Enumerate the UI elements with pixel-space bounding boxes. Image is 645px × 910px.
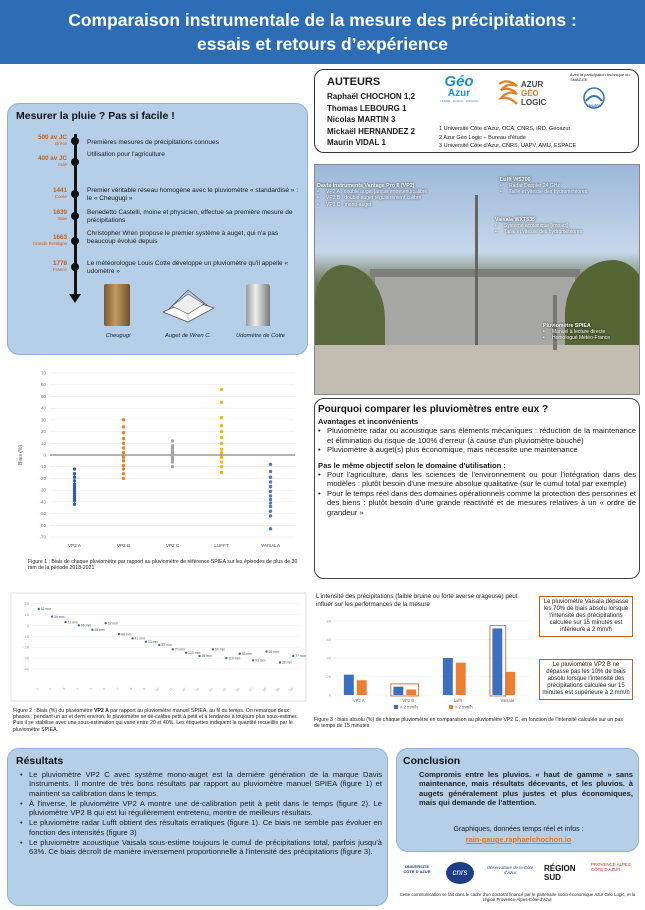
y-tick-label: -50 bbox=[39, 511, 46, 517]
data-point bbox=[225, 657, 227, 659]
author-name: Mickaël HERNANDEZ 2 bbox=[327, 126, 416, 136]
spiea-line: • Homologué Météo-France bbox=[543, 335, 639, 341]
legend-swatch bbox=[449, 705, 453, 709]
figure2-caption bbox=[13, 708, 305, 733]
cotte-udometre-image bbox=[246, 284, 270, 326]
data-point bbox=[73, 467, 76, 470]
bar bbox=[456, 663, 466, 695]
data-point bbox=[64, 621, 66, 623]
data-label: 57 mm bbox=[161, 643, 172, 648]
smagg-logo bbox=[579, 86, 609, 110]
figure2-panel bbox=[10, 592, 307, 744]
data-point bbox=[171, 465, 174, 468]
cotte-udometre-caption: Udomètre de Cotte bbox=[236, 333, 285, 339]
x-tick-label: 18 bbox=[261, 686, 268, 693]
y-tick-label: 10 bbox=[24, 611, 29, 617]
event-year: 1441 bbox=[52, 187, 67, 194]
data-label: 71 mm bbox=[67, 620, 78, 625]
event-text: Le météorologue Louis Cotte développe un pluviomètre qu'il appelle « udomètre » bbox=[87, 260, 289, 275]
event-text: Christopher Wren propose le premier système à auget, qui n'a pas beaucoup évolué depuis bbox=[87, 230, 279, 245]
data-point bbox=[279, 661, 281, 663]
spiea-title: Pluviomètre SPIEA bbox=[543, 323, 591, 329]
why-sub1: Avantages et inconvénients bbox=[318, 417, 419, 426]
vaisala-label bbox=[495, 217, 635, 236]
vp2-line: • VP2 B : double auget régulièrement calibré bbox=[317, 195, 467, 201]
legend-label: < 2 mm/h bbox=[400, 704, 418, 709]
y-tick-label: -40 bbox=[23, 666, 29, 672]
data-point bbox=[171, 460, 174, 463]
data-point bbox=[91, 629, 93, 631]
x-tick-label: 4 bbox=[75, 686, 80, 692]
data-point bbox=[269, 463, 272, 466]
bar bbox=[505, 672, 515, 695]
data-point bbox=[171, 439, 174, 442]
conclusion-link[interactable]: rain-gauge.raphaelchochon.io bbox=[465, 835, 572, 844]
data-label: 41 mm bbox=[134, 636, 145, 641]
event-year: 1639 bbox=[52, 209, 67, 216]
why-bullet: • Pour le temps réel dans des domaines opérationnels comme la protection des personnes et des biens : plutôt besoin d'une grande réactivité et de mesures relatives à un « ordre de grandeur » bbox=[318, 489, 636, 518]
data-point bbox=[122, 442, 125, 445]
figure3-note1: Le pluviomètre Vaisala dépasse les 70% de biais absolu lorsque l'intensité des précipitations calculée sur 15 minutes est inférieure à 2 mm/h bbox=[539, 596, 633, 637]
x-tick-label: 9 bbox=[142, 686, 147, 692]
data-point bbox=[73, 503, 76, 506]
data-point bbox=[269, 498, 272, 501]
wren-auget-caption: Auget de Wren C. bbox=[164, 333, 212, 339]
data-label: 38 mm bbox=[281, 660, 293, 665]
x-tick-label: VP2 B bbox=[116, 543, 131, 548]
data-point bbox=[269, 514, 272, 517]
data-point bbox=[220, 424, 223, 427]
data-point bbox=[122, 467, 125, 470]
data-label: 62 mm bbox=[107, 621, 119, 626]
data-point bbox=[105, 622, 107, 624]
ground bbox=[315, 345, 640, 395]
x-tick-label: 16 bbox=[234, 686, 241, 693]
x-tick-label: 5 bbox=[88, 686, 94, 692]
data-point bbox=[269, 476, 272, 479]
x-tick-label: 17 bbox=[248, 686, 254, 693]
wren-auget-image bbox=[158, 282, 218, 326]
data-point bbox=[220, 451, 223, 454]
data-point bbox=[239, 653, 241, 655]
x-tick-label: 6 bbox=[102, 686, 107, 692]
data-label: 39 mm bbox=[201, 654, 212, 659]
timeline-arrow-icon bbox=[69, 294, 81, 303]
bar bbox=[492, 628, 502, 695]
data-label: 48 mm bbox=[241, 651, 253, 656]
authors-heading: AUTEURS bbox=[327, 76, 381, 88]
result-item: • Le pluviomètre radar Lufft obtient des résultats erratiques (figure 1). Ce biais ne semble pas évoluer en fonction des intensités (figure 3) bbox=[20, 818, 382, 837]
y-tick-label: 40 bbox=[326, 655, 331, 661]
why-compare-box bbox=[314, 398, 640, 579]
data-label: 88 mm bbox=[121, 632, 132, 637]
y-tick-label: 40 bbox=[40, 405, 46, 411]
conclusion-link-label: Graphiques, données temps réel et infos : bbox=[453, 826, 584, 833]
figure3-panel bbox=[314, 593, 640, 743]
y-tick-label: 50 bbox=[40, 393, 46, 399]
logo-paca: PROVENCE ALPES CÔTE D'AZUR bbox=[591, 862, 631, 873]
x-tick-label: 15 bbox=[221, 686, 228, 693]
data-point bbox=[265, 650, 267, 652]
event-year: 500 av JC bbox=[37, 134, 67, 141]
x-tick-label: VP2 A bbox=[352, 698, 365, 703]
data-point bbox=[73, 479, 76, 482]
data-label: 33 mm bbox=[147, 639, 159, 644]
data-point bbox=[122, 437, 125, 440]
data-point bbox=[51, 615, 53, 617]
data-point bbox=[269, 510, 272, 513]
y-tick-label: 20 bbox=[326, 674, 331, 679]
why-bullet: • Pluviomètre radar ou acoustique sans éléments mécaniques : réduction de la maintenance et élimination du risque de 100% d'erreur (à cause d'un pluviomètre bouché) bbox=[318, 426, 636, 445]
data-point bbox=[118, 633, 120, 635]
data-point bbox=[269, 480, 272, 483]
agl-line1: AZUR bbox=[521, 80, 544, 89]
figure1-chart bbox=[10, 365, 307, 553]
vaisala-line: • Taille et vitesse des hydrométéores bbox=[495, 229, 635, 235]
x-tick-label: 12 bbox=[181, 686, 187, 693]
y-tick-label: 0 bbox=[328, 692, 331, 698]
cheugugi-caption: Cheugugi bbox=[105, 333, 131, 339]
x-tick-label: VP2 B bbox=[402, 698, 415, 703]
why-content bbox=[318, 417, 636, 517]
x-tick-label: 3 bbox=[62, 686, 67, 692]
conclusion-text: Compromis entre les pluvios. « haut de gamme » sans maintenance, mais résultats décevants, et les pluvios. à augets généralement plus justes et plus économiques, mais qui demande de l'attention. bbox=[419, 770, 633, 807]
author-name: Thomas LEBOURG 1 bbox=[327, 103, 407, 113]
data-point bbox=[269, 485, 272, 488]
data-point bbox=[158, 644, 160, 646]
data-point bbox=[269, 494, 272, 497]
lufft-label bbox=[500, 177, 640, 196]
data-label: 96 mm bbox=[80, 623, 92, 628]
data-point bbox=[122, 472, 125, 475]
data-point bbox=[220, 430, 223, 433]
x-tick-label: 14 bbox=[208, 686, 214, 693]
figure2-caption-c: par rapport au pluviomètre manuel SPIEA, au fil du temps. On remarque deux phases : pendant un an et demi environ, le pluviomètre se dé-calibre petit à petit et a tendance à toujours plus sous-estimer. Puis il se stabilise avec une sous-estimation qui varie entre 20 et 40%. Les étiquettes indiquent la quantité recueillie par le pluviomètre SPIEA. bbox=[13, 708, 298, 733]
bar bbox=[406, 689, 416, 695]
result-item: • À l'inverse, le pluviomètre VP2 A montre une dé-calibration petit à petit dans le temps (figure 2). Le pluviomètre VP2 B qui est lui régulièrement entretenu, montre de meilleurs résultats. bbox=[20, 799, 382, 818]
history-box bbox=[7, 103, 308, 355]
y-tick-label: 0 bbox=[26, 622, 29, 628]
authors-list bbox=[327, 91, 415, 149]
data-point bbox=[220, 442, 223, 445]
history-title: Mesurer la pluie ? Pas si facile ! bbox=[16, 110, 175, 122]
data-point bbox=[292, 655, 294, 657]
data-point bbox=[220, 401, 223, 404]
logo-cnrs: cnrs bbox=[446, 862, 474, 884]
geoazur-logo-text2: Azur bbox=[447, 88, 471, 99]
data-point bbox=[269, 470, 272, 473]
figure1-caption: Figure 1 : Biais de chaque pluviomètre par rapport au pluviomètre de référence SPIEA sur les épisodes de plus de 30 mm de la période 2018-2021 bbox=[28, 559, 298, 572]
y-tick-label: -40 bbox=[39, 499, 46, 505]
author-name: Nicolas MARTIN 3 bbox=[327, 115, 396, 124]
event-text: Utilisation pour l'agriculture bbox=[87, 151, 165, 158]
data-label: 45 mm bbox=[94, 627, 105, 632]
data-point bbox=[185, 651, 187, 653]
results-title: Résultats bbox=[16, 755, 64, 767]
y-tick-label: 60 bbox=[40, 382, 46, 388]
x-tick-label: 19 bbox=[275, 686, 281, 693]
results-box bbox=[7, 748, 388, 906]
smagg-note: Avec la participation technique du SMAGGE bbox=[570, 72, 630, 82]
spiea-label bbox=[543, 323, 639, 342]
x-tick-label: 20 bbox=[288, 686, 295, 693]
data-point bbox=[73, 472, 76, 475]
data-point bbox=[220, 460, 223, 463]
lufft-title: Lufft WS700 bbox=[500, 177, 531, 183]
figure3-note2: Le pluviomètre VP2 B ne dépasse pas les 10% de biais absolu lorsque l'intensité des précipitations calculée sur 15 minutes est supérieure à 2 mm/h bbox=[539, 659, 633, 700]
legend-swatch bbox=[394, 705, 398, 709]
why-title: Pourquoi comparer les pluviomètres entre eux ? bbox=[318, 404, 549, 415]
vaisala-line: • Système acoustique (impact) bbox=[495, 223, 635, 229]
x-tick-label: 1 bbox=[35, 686, 40, 692]
figure2-caption-b: VP2 A bbox=[94, 708, 109, 714]
data-point bbox=[220, 471, 223, 474]
mast bbox=[475, 195, 478, 345]
x-tick-label: VAISALA bbox=[261, 543, 280, 548]
data-label: 34 mm bbox=[54, 614, 65, 619]
logo-region-sud: RÉGION SUD bbox=[544, 864, 576, 882]
poster-title-line1: Comparaison instrumentale de la mesure des précipitations : bbox=[68, 10, 577, 30]
agl-line2: GÉO bbox=[521, 89, 539, 98]
data-point bbox=[269, 501, 272, 504]
y-tick-label: 20 bbox=[40, 429, 46, 435]
data-label: 77 mm bbox=[295, 654, 306, 659]
data-point bbox=[198, 655, 200, 657]
data-label: 120 mm bbox=[188, 650, 201, 655]
y-tick-label: -70 bbox=[39, 534, 46, 540]
x-tick-label: 8 bbox=[129, 686, 134, 692]
figure3-chart bbox=[314, 617, 536, 709]
y-tick-label: 0 bbox=[43, 452, 46, 458]
azurgeologic-logo bbox=[497, 76, 567, 112]
event-place: Grèce bbox=[54, 141, 67, 146]
why-bullet: • Pour l'agriculture, dans les sciences de l'environnement ou pour l'intégration dans des modèles : plutôt besoin d'une mesure absolue qualitative (sur le cumul total par exemple) bbox=[318, 470, 636, 489]
authors-box bbox=[314, 69, 639, 153]
figure3-intro: L'intensité des précipitations (faible bruine ou forte averse orageuse) peut influer sur les performances de la mesure bbox=[316, 593, 518, 608]
y-tick-label: -30 bbox=[23, 655, 29, 661]
y-tick-label: 60 bbox=[326, 637, 331, 642]
partner-logos bbox=[396, 856, 639, 890]
logo-universite-cote-dazur: UNIVERSITÉ CÔTE D'AZUR bbox=[403, 864, 431, 874]
x-tick-label: 11 bbox=[168, 686, 174, 693]
funding-footnote: Cette communication se fait dans le cadre d'un doctorat financé par le partenaire socio-économique Azur Géo Logic, et la région Provence-Alpes-Côte-d'Azur bbox=[399, 892, 636, 903]
event-place: Italie bbox=[57, 216, 67, 221]
affiliations bbox=[439, 125, 576, 151]
x-tick-label: LUFFT bbox=[214, 543, 229, 548]
data-label: 70 mm bbox=[174, 647, 186, 652]
y-tick-label: 30 bbox=[40, 417, 46, 423]
logo-observatoire: Observatoire de la Côte d'Azur bbox=[486, 865, 534, 876]
vaisala-title: Vaisala WXT535 bbox=[495, 217, 536, 223]
y-tick-label: -60 bbox=[39, 522, 46, 528]
author-name: Maurin VIDAL 1 bbox=[327, 138, 386, 147]
event-text: Premières mesures de précipitations connues bbox=[87, 139, 219, 146]
y-tick-label: -10 bbox=[39, 464, 46, 470]
y-tick-label: -20 bbox=[39, 475, 46, 481]
data-point bbox=[220, 456, 223, 459]
data-point bbox=[78, 624, 80, 626]
author-name: Raphaël CHOCHON 1,2 bbox=[327, 92, 416, 101]
data-point bbox=[252, 659, 254, 661]
smagg-label: SMAGGE bbox=[586, 104, 602, 108]
y-tick-label: 70 bbox=[40, 370, 46, 376]
data-point bbox=[269, 527, 272, 530]
data-point bbox=[122, 456, 125, 459]
y-tick-label: 80 bbox=[326, 618, 331, 624]
figure2-chart bbox=[10, 592, 307, 702]
x-tick-label: VP2 A bbox=[68, 543, 81, 548]
x-tick-label: Vaisala bbox=[500, 698, 514, 703]
results-list bbox=[20, 770, 382, 857]
data-point bbox=[122, 459, 125, 462]
x-tick-label: 13 bbox=[194, 686, 201, 693]
event-year: 400 av JC bbox=[37, 155, 67, 162]
result-item: • Le pluviomètre VP2 C avec système mono-auget est la dernière génération de la marque Davis Instruments. Il montre de très bons résultats par rapport au pluviomètre manuel SPIEA (figure 1) et maintient sa calibration dans le temps. bbox=[20, 770, 382, 798]
y-tick-label: -20 bbox=[23, 644, 29, 650]
data-point bbox=[131, 637, 133, 639]
data-point bbox=[122, 451, 125, 454]
vp2-line: • VP2 C : mono-auget bbox=[317, 202, 467, 208]
data-point bbox=[220, 465, 223, 468]
event-year: 1663 bbox=[52, 234, 67, 241]
data-point bbox=[122, 477, 125, 480]
data-label: 64 mm bbox=[214, 647, 226, 652]
geoazur-logo-text1: Géo bbox=[444, 73, 474, 90]
event-place: Grande Bretagne bbox=[32, 241, 67, 246]
spiea-line: • Manuel à lecture directe bbox=[543, 329, 639, 335]
lufft-line: • Taille et vitesse des hydrométéores bbox=[500, 189, 640, 195]
why-bullet: • Pluviomètre à auget(s) plus économique, mais nécessite une maintenance bbox=[318, 445, 636, 455]
data-point bbox=[73, 476, 76, 479]
x-tick-label: 10 bbox=[154, 686, 161, 693]
data-label: 52 mm bbox=[40, 607, 52, 612]
event-place: Inde bbox=[58, 162, 67, 167]
data-point bbox=[122, 446, 125, 449]
y-tick-label: -10 bbox=[23, 633, 29, 639]
figure3-caption: Figure 3 : biais absolu (%) de chaque pluviomètre en comparaison au pluviomètre VP2 C, en fonction de l'intensité calculée sur un pas de temps de 15 minutes bbox=[314, 717, 623, 730]
data-point bbox=[269, 490, 272, 493]
data-point bbox=[38, 608, 40, 610]
y-tick-label: -30 bbox=[39, 487, 46, 493]
bar bbox=[443, 658, 453, 695]
agl-line3: LOGIC bbox=[521, 98, 547, 107]
poster-header bbox=[0, 0, 645, 64]
why-sub2: Pas le même objectif selon le domaine d'utilisation : bbox=[318, 460, 506, 470]
event-text: Premier véritable réseau homogène avec le pluviomètre « standardisé » : le « Cheugugi » bbox=[87, 187, 299, 202]
data-label: 110 mm bbox=[228, 656, 241, 661]
event-place: Corée bbox=[54, 194, 67, 199]
affiliation: 3 Université Côte d'Azur, CNRS, UAPV, AMU, ESPACE bbox=[439, 143, 577, 149]
legend-label: > 2 mm/h bbox=[455, 704, 473, 709]
figure1-panel bbox=[10, 365, 307, 585]
affiliation: 2 Azur Géo Logic – Bureau d'étude bbox=[439, 134, 526, 141]
event-text: Benedetto Castelli, moine et physicien, effectue sa première mesure de précipitations bbox=[87, 209, 293, 224]
bar bbox=[344, 675, 354, 695]
data-point bbox=[212, 648, 214, 650]
data-point bbox=[220, 416, 223, 419]
x-tick-label: 2 bbox=[48, 686, 53, 692]
y-axis-label: Biais (%) bbox=[18, 444, 24, 466]
data-point bbox=[145, 641, 147, 643]
data-point bbox=[172, 648, 174, 650]
data-label: 55 mm bbox=[268, 649, 279, 654]
cheugugi-image bbox=[104, 284, 130, 326]
data-point bbox=[73, 499, 76, 502]
affiliation: 1 Université Côte d'Azur, OCA, CNRS, IRD, Géoazur bbox=[439, 126, 571, 132]
data-point bbox=[122, 431, 125, 434]
geoazur-logo bbox=[437, 74, 481, 112]
data-point bbox=[122, 418, 125, 421]
poster-title-line2: essais et retours d’expérience bbox=[197, 34, 448, 54]
conclusion-title: Conclusion bbox=[403, 755, 461, 767]
x-tick-label: Lufft bbox=[453, 698, 462, 703]
data-point bbox=[122, 425, 125, 428]
vp2-line: • VP2 A : double auget jamais entretenu/calibré bbox=[317, 189, 467, 195]
data-point bbox=[220, 388, 223, 391]
vp2-title: Davis Instruments Vantage Pro II (VP2) bbox=[317, 183, 415, 189]
conclusion-box bbox=[396, 748, 639, 852]
data-label: 93 mm bbox=[255, 658, 266, 663]
bar bbox=[357, 680, 367, 695]
event-year: 1778 bbox=[52, 260, 67, 267]
vp2-label bbox=[317, 183, 467, 208]
result-item: • Le pluviomètre acoustique Vaisala sous-estime toujours le cumul de précipitations total, parfois jusqu'à 63%. Ce biais décroît de manière inversement proportionnelle à l'intensité des précipitations (figure 3). bbox=[20, 838, 382, 857]
geoazur-logo-sub: TERRE · OCÉAN · ESPACE bbox=[439, 99, 479, 103]
data-point bbox=[122, 464, 125, 467]
lufft-line: • Radar Doppler 24 GHz bbox=[500, 183, 640, 189]
data-point bbox=[220, 447, 223, 450]
data-point bbox=[220, 436, 223, 439]
data-point bbox=[269, 505, 272, 508]
instrument-site-photo bbox=[314, 164, 640, 395]
bar bbox=[393, 687, 403, 695]
azurgeologic-wave-icon bbox=[497, 78, 519, 108]
figure2-caption-a: Figure 2 : Biais (%) du pluviomètre bbox=[13, 708, 95, 714]
event-place: France bbox=[52, 267, 67, 272]
x-tick-label: VP2 C bbox=[165, 543, 180, 548]
y-tick-label: 10 bbox=[40, 440, 46, 446]
y-tick-label: 20 bbox=[24, 600, 29, 606]
x-tick-label: 7 bbox=[115, 686, 120, 692]
